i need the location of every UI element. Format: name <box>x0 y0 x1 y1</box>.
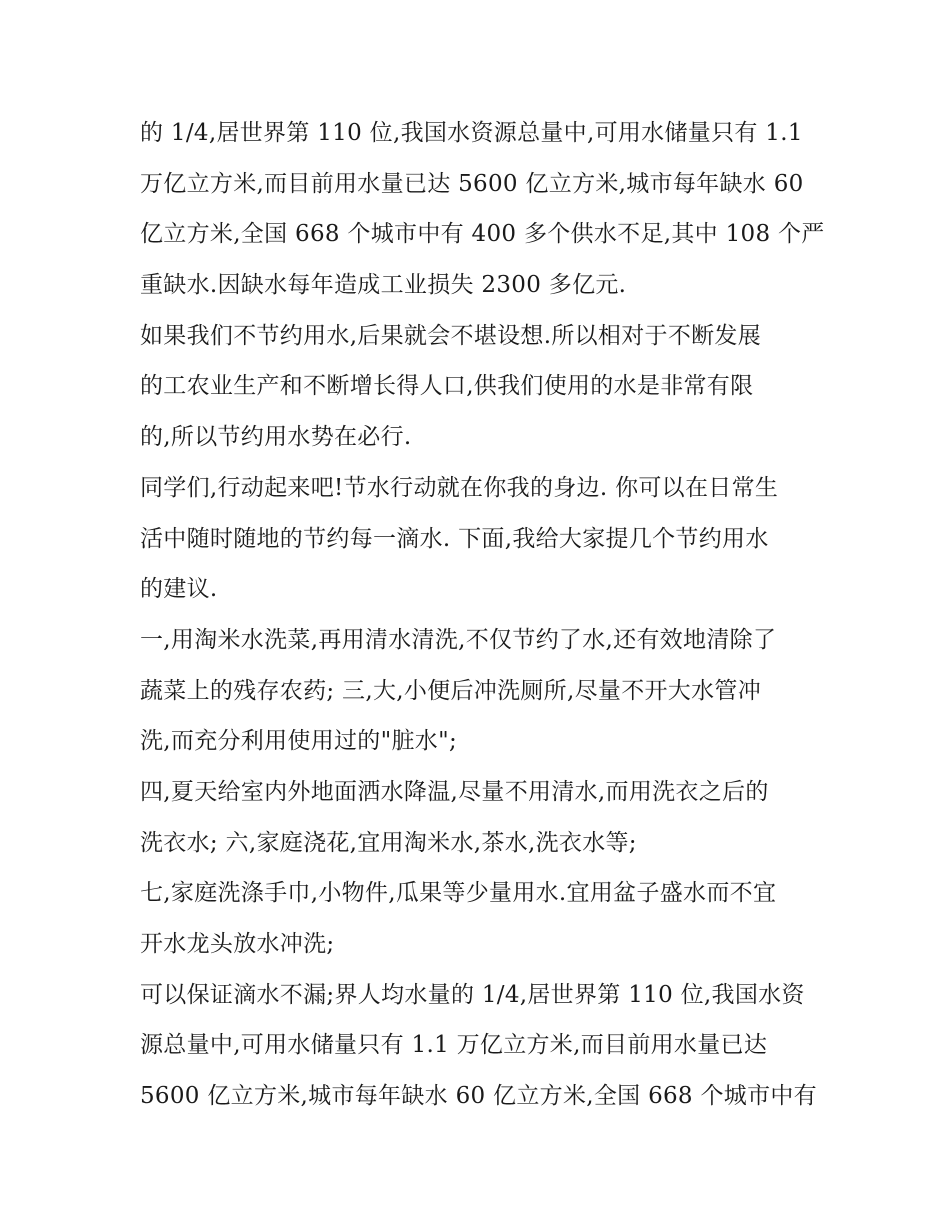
text-line: 一,用淘米水洗菜,再用清水清洗,不仅节约了水,还有效地清除了 <box>140 626 777 653</box>
text-line: 的,所以节约用水势在必行. <box>140 424 412 451</box>
text-line: 5600 亿立方米,城市每年缺水 60 亿立方米,全国 668 个城市中有 <box>140 1083 817 1110</box>
text-line: 源总量中,可用水储量只有 1.1 万亿立方米,而目前用水量已达 <box>140 1032 768 1059</box>
text-line: 洗,而充分利用使用过的"脏水"; <box>140 728 458 755</box>
text-line: 的建议. <box>140 576 218 603</box>
body-text <box>140 108 825 1122</box>
text-line: 四,夏天给室内外地面洒水降温,尽量不用清水,而用洗衣之后的 <box>140 778 769 805</box>
text-line: 重缺水.因缺水每年造成工业损失 2300 多亿元. <box>140 272 627 299</box>
text-line: 可以保证滴水不漏;界人均水量的 1/4,居世界第 110 位,我国水资 <box>140 981 805 1008</box>
text-line: 的工农业生产和不断增长得人口,供我们使用的水是非常有限 <box>140 373 754 400</box>
text-line: 亿立方米,全国 668 个城市中有 400 多个供水不足,其中 108 个严 <box>140 221 825 248</box>
text-line: 活中随时随地的节约每一滴水. 下面,我给大家提几个节约用水 <box>140 525 769 552</box>
text-line: 七,家庭洗涤手巾,小物件,瓜果等少量用水.宜用盆子盛水而不宜 <box>140 880 777 907</box>
text-line: 蔬菜上的残存农药; 三,大,小便后冲洗厕所,尽量不开大水管冲 <box>140 677 761 704</box>
text-line: 万亿立方米,而目前用水量已达 5600 亿立方米,城市每年缺水 60 <box>140 170 804 197</box>
text-line: 同学们,行动起来吧!节水行动就在你我的身边. 你可以在日常生 <box>140 474 779 501</box>
text-line: 洗衣水; 六,家庭浇花,宜用淘米水,茶水,洗衣水等; <box>140 829 637 856</box>
text-line: 开水龙头放水冲洗; <box>140 931 335 957</box>
text-line: 如果我们不节约用水,后果就会不堪设想.所以相对于不断发展 <box>140 322 762 349</box>
text-line: 的 1/4,居世界第 110 位,我国水资源总量中,可用水储量只有 1.1 <box>140 120 803 146</box>
